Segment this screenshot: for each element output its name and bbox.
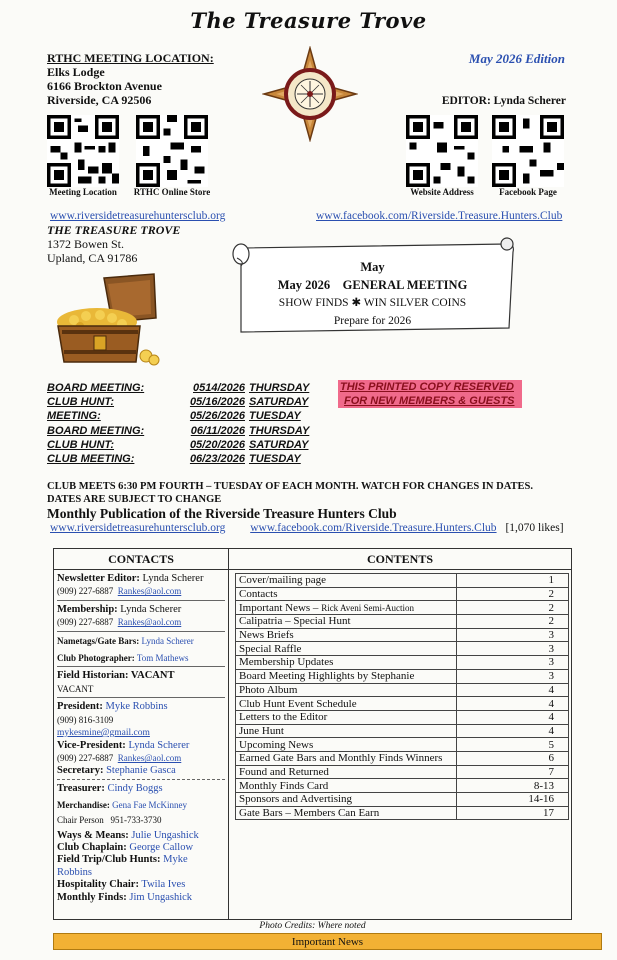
qr-caption: RTHC Online Store <box>133 187 211 197</box>
meeting-announcement <box>245 258 500 330</box>
contact-monthly-finds: Monthly Finds: Jim Ungashick <box>57 891 193 903</box>
contact-membership: Membership: Lynda Scherer <box>57 603 182 615</box>
website-link[interactable]: www.riversidetreasurehuntersclub.org <box>50 522 226 534</box>
contents-page-number: 5 <box>457 738 569 752</box>
meeting-time-note: CLUB MEETS 6:30 PM FOURTH – TUESDAY OF EACH MONTH. WATCH FOR CHANGES IN DATES. DATES ARE SUBJECT TO CHANGE <box>47 481 533 505</box>
contents-row[interactable] <box>236 601 569 615</box>
contact-hospitality: Hospitality Chair: Twila Ives <box>57 879 186 891</box>
separator <box>57 631 225 632</box>
contents-page-number: 2 <box>457 615 569 629</box>
contents-page-number: 2 <box>457 601 569 615</box>
separator <box>57 666 225 667</box>
facebook-link[interactable]: www.facebook.com/Riverside.Treasure.Hunters.Club <box>316 210 563 222</box>
contents-row[interactable] <box>236 574 569 588</box>
facebook-link[interactable]: www.facebook.com/Riverside.Treasure.Hunters.Club <box>250 522 497 534</box>
announcement-month: May <box>360 260 385 274</box>
contents-page-number: 4 <box>457 697 569 711</box>
contents-row[interactable] <box>236 628 569 642</box>
schedule-row: CLUB HUNT: 05/16/2026 SATURDAY <box>47 396 309 409</box>
website-link[interactable]: www.riversidetreasurehuntersclub.org <box>50 210 226 222</box>
qr-code-icon <box>492 115 564 187</box>
facebook-likes: [1,070 likes] <box>505 522 564 534</box>
contents-row[interactable] <box>236 806 569 820</box>
contents-page-number: 7 <box>457 765 569 779</box>
contents-page-number: 8-13 <box>457 779 569 793</box>
schedule-row: MEETING: 05/26/2026 TUESDAY <box>47 410 301 423</box>
contact-photographer: Club Photographer: Tom Mathews <box>57 653 189 664</box>
edition-label: May 2026 Edition <box>468 51 565 66</box>
contents-title: Gate Bars – Members Can Earn <box>236 806 457 820</box>
contents-title: Photo Album <box>236 683 457 697</box>
contact-newsletter: Newsletter Editor: Lynda Scherer <box>57 573 204 584</box>
contents-row[interactable] <box>236 765 569 779</box>
announcement-detail: SHOW FINDS ✱ WIN SILVER COINS <box>278 297 467 309</box>
contact-treasurer: Treasurer: Cindy Boggs <box>57 783 163 795</box>
contact-president: President: Myke Robbins <box>57 701 168 713</box>
qr-caption: Meeting Location <box>49 187 117 197</box>
contents-page-number: 3 <box>457 656 569 670</box>
contact-historian: Field Historian: VACANT <box>57 670 175 682</box>
treasure-chest-icon <box>52 270 162 370</box>
contents-heading: CONTENTS <box>229 549 571 570</box>
contents-page-number: 17 <box>457 806 569 820</box>
club-logo <box>262 46 358 142</box>
contents-title: Found and Returned <box>236 765 457 779</box>
email-link[interactable]: Rankes@aol.com <box>117 753 182 764</box>
separator <box>57 697 225 698</box>
address-line: Upland, CA 91786 <box>47 251 138 265</box>
contents-title: Monthly Finds Card <box>236 779 457 793</box>
contents-page-number: 3 <box>457 669 569 683</box>
email-link[interactable]: mykesmine@gmail.com <box>57 728 150 739</box>
club-links <box>50 522 590 534</box>
contents-page-number: 3 <box>457 628 569 642</box>
location-line: Riverside, CA 92506 <box>47 93 152 107</box>
contents-page-number: 2 <box>457 587 569 601</box>
contents-row[interactable] <box>236 751 569 765</box>
contact-merchandise: Merchandise: Gena Fae McKinney <box>57 799 188 810</box>
column-divider <box>228 549 229 919</box>
contents-page-number: 4 <box>457 724 569 738</box>
contents-title: June Hunt <box>236 724 457 738</box>
contents-row[interactable] <box>236 669 569 683</box>
contents-row[interactable] <box>236 697 569 711</box>
contacts-contents-box <box>53 548 572 920</box>
meeting-schedule <box>47 381 339 466</box>
contact-secretary: Secretary: Stephanie Gasca <box>57 764 176 776</box>
email-link[interactable]: Rankes@aol.com <box>117 586 182 597</box>
qr-code-icon <box>136 115 208 187</box>
contents-title: Club Hunt Event Schedule <box>236 697 457 711</box>
contents-title: Membership Updates <box>236 656 457 670</box>
contents-table <box>235 573 569 820</box>
contents-row[interactable] <box>236 724 569 738</box>
qr-code-icon <box>406 115 478 187</box>
newsletter-name: THE TREASURE TROVE <box>47 223 181 237</box>
qr-facebook[interactable] <box>492 115 573 197</box>
photo-credits: Photo Credits: Where noted <box>259 921 366 931</box>
contact-nametags: Nametags/Gate Bars: Lynda Scherer <box>57 635 194 646</box>
location-heading: RTHC MEETING LOCATION: <box>47 51 214 65</box>
contents-title: Upcoming News <box>236 738 457 752</box>
contents-row[interactable] <box>236 738 569 752</box>
contents-title: Calipatria – Special Hunt <box>236 615 457 629</box>
contents-row[interactable] <box>236 683 569 697</box>
contents-page-number: 4 <box>457 683 569 697</box>
contents-title: Important News – Rick Aveni Semi-Auction <box>236 601 457 615</box>
contents-page-number: 6 <box>457 751 569 765</box>
contents-row[interactable] <box>236 710 569 724</box>
editor-label: EDITOR: Lynda Scherer <box>441 95 566 107</box>
contents-title: News Briefs <box>236 628 457 642</box>
contents-page-number: 1 <box>457 574 569 588</box>
newsletter-masthead: The Treasure Trove <box>190 8 427 33</box>
location-line: Elks Lodge <box>47 65 105 79</box>
meeting-location <box>47 51 214 107</box>
contents-title: Cover/mailing page <box>236 574 457 588</box>
contact-ways-means: Ways & Means: Julie Ungashick <box>57 829 199 841</box>
contents-row[interactable] <box>236 642 569 656</box>
schedule-row: BOARD MEETING: 06/11/2026 THURSDAY <box>47 424 310 437</box>
address-line: 1372 Bowen St. <box>47 237 125 251</box>
contents-row[interactable] <box>236 656 569 670</box>
contents-page-number: 4 <box>457 710 569 724</box>
location-line: 6166 Brockton Avenue <box>47 79 162 93</box>
contents-page-number: 14-16 <box>457 793 569 807</box>
contents-title: Board Meeting Highlights by Stephanie <box>236 669 457 683</box>
contents-title: Letters to the Editor <box>236 710 457 724</box>
contents-title: Contacts <box>236 587 457 601</box>
contents-row[interactable] <box>236 615 569 629</box>
publication-title: Monthly Publication of the Riverside Treasure Hunters Club <box>47 506 397 521</box>
contacts-list: Newsletter Editor: Lynda Scherer (909) 227-6887 Rankes@aol.com Membership: Lynda Scherer (909) 227-6887 Rankes@aol.com Nametags/Gate Bars: Lynda Scherer Club Photographer: Tom Mathews Field Historian: VACANT VACANT President: Myke Robbins (909) 816-3109 mykesmine@gmail.com Vice-President: Lynda Scherer (909) 227-6887 Rankes@aol.com Secretary: Stephanie Gasca Treasurer: Cindy Boggs Merchandise: Gena Fae McKinney Chair Person 951-733-3730 Ways & Means: Julie Ungashick Club Chaplain: George Callow Field Trip/Club Hunts: Myke Robbins Hospitality Chair: Twila Ives Monthly Finds: Jim Ungashick <box>57 573 225 904</box>
contents-title: Sponsors and Advertising <box>236 793 457 807</box>
newsletter-address <box>47 223 180 265</box>
reserved-notice: THIS PRINTED COPY RESERVED FOR NEW MEMBERS & GUESTS <box>338 380 522 408</box>
contents-row[interactable] <box>236 793 569 807</box>
contacts-heading: CONTACTS <box>54 549 228 570</box>
contents-row[interactable] <box>236 587 569 601</box>
schedule-row: CLUB MEETING: 06/23/2026 TUESDAY <box>47 452 301 465</box>
contents-row[interactable] <box>236 779 569 793</box>
schedule-row: CLUB HUNT: 05/20/2026 SATURDAY <box>47 438 309 451</box>
contact-field-trip: Field Trip/Club Hunts: Myke Robbins <box>57 854 188 878</box>
next-page-banner: Important News <box>53 933 602 950</box>
qr-meeting-location[interactable] <box>47 115 128 197</box>
contents-page-number: 3 <box>457 642 569 656</box>
qr-website[interactable] <box>406 115 487 197</box>
contact-chaplain: Club Chaplain: George Callow <box>57 841 194 853</box>
separator <box>57 600 225 601</box>
contact-vice-president: Vice-President: Lynda Scherer <box>57 740 190 752</box>
email-link[interactable]: Rankes@aol.com <box>117 617 182 628</box>
contents-title: Special Raffle <box>236 642 457 656</box>
qr-code-icon <box>47 115 119 187</box>
qr-caption: Facebook Page <box>499 187 557 197</box>
contact-chair: Chair Person 951-733-3730 <box>57 815 162 826</box>
announcement-title: May 2026 GENERAL MEETING <box>277 278 468 292</box>
qr-caption: Website Address <box>410 187 474 197</box>
contents-title: Earned Gate Bars and Monthly Finds Winners <box>236 751 457 765</box>
qr-online-store[interactable] <box>133 115 217 197</box>
schedule-row: BOARD MEETING: 0514/2026 THURSDAY <box>47 382 310 394</box>
announcement-note: Prepare for 2026 <box>333 315 412 327</box>
separator <box>57 779 225 780</box>
